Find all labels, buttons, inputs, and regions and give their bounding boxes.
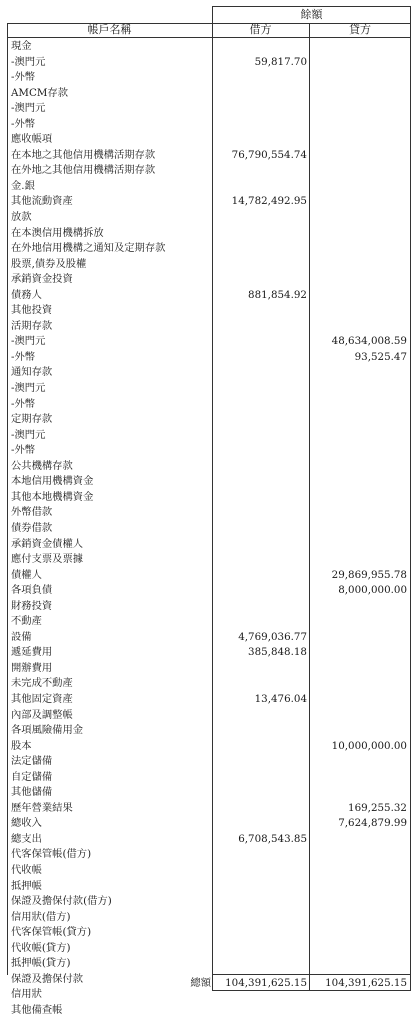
account-name-cell: 代客保管帳(貸方) [11,926,92,939]
account-name-cell: 信用狀(借方) [11,910,71,923]
credit-cell: 169,255.32 [348,801,407,814]
table-row [7,708,411,724]
table-row [7,894,411,910]
account-name-cell: 代客保管帳(借方) [11,848,92,861]
account-name-cell: -外幣 [11,117,36,130]
account-name-header: 帳戶名稱 [87,23,132,36]
table-row [7,505,411,521]
debit-cell: 76,790,554.74 [231,148,307,161]
table-row [7,676,411,692]
account-name-cell: 在本澳信用機構拆放 [11,226,104,239]
account-name-cell: 在本地之其他信用機構活期存款 [11,148,156,161]
credit-cell: 29,869,955.78 [331,568,407,581]
debit-cell: 4,769,036.77 [238,630,307,643]
account-name-cell: -澳門元 [11,428,46,441]
account-name-cell: 其他備查帳 [11,1003,63,1016]
account-name-cell: 外幣借款 [11,506,53,519]
table-row [7,785,411,801]
table-row [7,692,411,708]
account-name-cell: 放款 [11,211,32,224]
table-row [7,303,411,319]
table-row [7,381,411,397]
table-row [7,630,411,646]
table-row [7,132,411,148]
table-row [7,428,411,444]
table-row [7,879,411,895]
account-name-cell: 法定儲備 [11,755,53,768]
account-name-cell: 承銷資金投資 [11,273,73,286]
account-name-cell: 公共機構存款 [11,459,73,472]
table-row [7,661,411,677]
total-debit: 104,391,625.15 [225,977,307,989]
credit-header: 貸方 [349,23,371,36]
credit-cell: 8,000,000.00 [338,584,407,597]
table-row [7,226,411,242]
table-row [7,319,411,335]
account-name-cell: 其他固定資產 [11,692,73,705]
table-row [7,39,411,55]
table-row [7,739,411,755]
debit-cell: 14,782,492.95 [231,195,307,208]
account-name-cell: 承銷資金債權人 [11,537,84,550]
account-name-cell: 在外地信用機構之通知及定期存款 [11,242,166,255]
table-row [7,412,411,428]
account-name-cell: -外幣 [11,444,36,457]
account-name-cell: 其他本地機構資金 [11,490,94,503]
table-row [7,257,411,273]
table-row [7,272,411,288]
account-name-cell: 各項負債 [11,584,53,597]
account-name-cell: -澳門元 [11,55,46,68]
account-name-cell: 代收帳 [11,863,42,876]
trial-balance-table [7,6,411,1016]
table-row [7,614,411,630]
account-name-cell: 在外地之其他信用機構活期存款 [11,164,156,177]
debit-cell: 6,708,543.85 [238,832,307,845]
account-name-cell: -外幣 [11,71,36,84]
table-row [7,55,411,71]
credit-cell: 48,634,008.59 [331,335,407,348]
account-name-cell: 歷年營業結果 [11,801,73,814]
account-name-cell: 抵押帳 [11,879,42,892]
table-row [7,568,411,584]
table-row [7,148,411,164]
account-name-cell: 不動產 [11,615,42,628]
table-row [7,288,411,304]
table-row [7,801,411,817]
balance-group-header: 餘額 [300,8,323,21]
account-name-cell: 未完成不動產 [11,677,73,690]
account-name-cell: 股本 [11,739,32,752]
table-row [7,847,411,863]
debit-cell: 385,848.18 [248,646,307,659]
account-name-cell: 各項風險備用金 [11,724,84,737]
account-name-cell: 總收入 [11,817,42,830]
table-row [7,70,411,86]
table-row [7,101,411,117]
table-row [7,552,411,568]
total-label: 總額 [190,977,211,989]
account-name-cell: 金.銀 [11,179,35,192]
table-row [7,910,411,926]
table-row [7,117,411,133]
account-name-cell: 自定儲備 [11,770,53,783]
account-name-cell: 債券借款 [11,521,53,534]
account-name-cell: -澳門元 [11,382,46,395]
table-row [7,350,411,366]
table-row [7,163,411,179]
table-row [7,599,411,615]
debit-cell: 881,854.92 [248,288,307,301]
account-name-cell: 其他投資 [11,304,53,317]
table-row [7,241,411,257]
debit-cell: 59,817.70 [254,55,307,68]
table-row [7,397,411,413]
account-name-cell: 應收帳項 [11,133,53,146]
table-row [7,754,411,770]
table-row [7,443,411,459]
table-row [7,210,411,226]
account-name-cell: 財務投資 [11,599,53,612]
table-row [7,816,411,832]
account-name-cell: 債務人 [11,288,42,301]
account-name-cell: -外幣 [11,397,36,410]
table-row [7,925,411,941]
account-name-cell: -澳門元 [11,102,46,115]
table-row [7,521,411,537]
table-row [7,490,411,506]
account-name-cell: -外幣 [11,350,36,363]
account-name-cell: 內部及調整帳 [11,708,73,721]
table-row [7,941,411,957]
credit-cell: 7,624,879.99 [338,817,407,830]
table-row [7,86,411,102]
table-row [7,645,411,661]
account-name-cell: 代收帳(貸方) [11,941,71,954]
account-name-cell: 定期存款 [11,413,53,426]
account-name-cell: 現金 [11,40,32,52]
table-row [7,863,411,879]
account-name-cell: 信用狀 [11,988,42,1001]
credit-cell: 10,000,000.00 [331,739,407,752]
credit-cell: 93,525.47 [354,350,407,363]
table-row [7,1003,411,1018]
account-name-cell: AMCM存款 [11,86,68,99]
account-name-cell: -澳門元 [11,335,46,348]
header-bottom-line [7,37,411,38]
account-name-cell: 應付支票及票據 [11,553,84,566]
account-name-cell: 股票,債券及股權 [11,257,87,270]
account-name-cell: 總支出 [11,832,42,845]
account-name-cell: 抵押帳(貸方) [11,957,71,970]
table-row [7,723,411,739]
account-name-cell: 債權人 [11,568,42,581]
header-top-line [212,6,411,7]
account-name-cell: 設備 [11,630,32,643]
account-name-cell: 活期存款 [11,319,53,332]
account-name-cell: 通知存款 [11,366,53,379]
account-name-cell: 保證及擔保付款(借方) [11,895,112,908]
account-name-cell: 其他儲備 [11,786,53,799]
account-name-cell: 保證及擔保付款 [11,972,84,985]
table-row [7,537,411,553]
table-row [7,956,411,972]
debit-cell: 13,476.04 [254,692,307,705]
table-row [7,770,411,786]
debit-header: 借方 [249,23,272,36]
total-credit: 104,391,625.15 [325,977,407,989]
account-name-cell: 其他流動資產 [11,195,73,208]
table-row [7,583,411,599]
table-row [7,474,411,490]
account-name-cell: 遞延費用 [11,646,53,659]
table-row [7,459,411,475]
table-row [7,365,411,381]
table-row [7,832,411,848]
account-rows [7,39,411,1018]
table-row [7,334,411,350]
account-name-cell: 開辦費用 [11,661,53,674]
table-row [7,179,411,195]
total-row [7,975,411,991]
table-row [7,194,411,210]
account-name-cell: 本地信用機構資金 [11,475,94,488]
